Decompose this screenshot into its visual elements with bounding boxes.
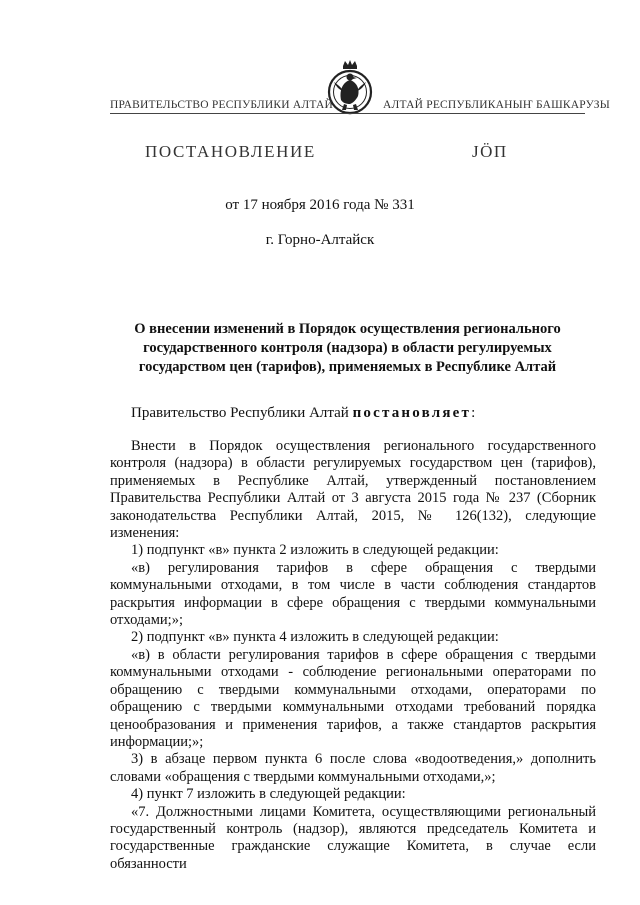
coat-of-arms-icon	[325, 60, 375, 120]
body-paragraph: «в) регулирования тарифов в сфере обращения с твердыми коммунальными отходами, в том числе в части соблюдения стандартов раскрытия информации в сфере обращения с твердыми коммунальными отходами;»;	[110, 559, 596, 629]
document-title	[110, 320, 585, 377]
body-paragraph: 2) подпункт «в» пункта 4 изложить в следующей редакции:	[131, 629, 499, 646]
title-line: государственного контроля (надзора) в области регулируемых	[143, 340, 552, 356]
document-date-number: от 17 ноября 2016 года № 331	[225, 197, 415, 213]
resolution-verb: постановляет	[352, 405, 472, 421]
resolution-colon: :	[471, 405, 476, 421]
document-body	[110, 438, 596, 873]
header-divider	[110, 113, 585, 114]
document-city: г. Горно-Алтайск	[265, 232, 375, 248]
body-paragraph: Внести в Порядок осуществления регионального государственного контроля (надзора) в области регулируемых государством цен (тарифов), применяемых в Республике Алтай, утвержденный постановлением Правительства Республики Алтай от 3 августа 2015 года № 237 (Сборник законодательства Республики Алтай, 2015, № 126(132), следующие изменения:	[110, 438, 596, 542]
body-paragraph: 1) подпункт «в» пункта 2 изложить в следующей редакции:	[131, 542, 499, 559]
title-line: государством цен (тарифов), применяемых в Республике Алтай	[138, 359, 557, 375]
document-type-alt: ЈӦП	[472, 142, 508, 161]
resolution-statement	[131, 405, 475, 422]
body-paragraph: «7. Должностными лицами Комитета, осуществляющими региональный государственный контроль (надзор), являются председатель Комитета и государственные гражданские служащие Комитета, в случае если обязанности	[110, 803, 596, 872]
body-paragraph: «в) в области регулирования тарифов в сфере обращения с твердыми коммунальными отходами - соблюдение региональными операторами по обращению с твердыми коммунальными отходами, операторами по обращению с твердыми коммунальными отходами требований порядка ценообразования и применения тарифов, а также стандартов раскрытия информации;»;	[110, 646, 596, 750]
government-name-ru: ПРАВИТЕЛЬСТВО РЕСПУБЛИКИ АЛТАЙ	[110, 99, 334, 111]
government-name-alt: АЛТАЙ РЕСПУБЛИКАНЫҤ БАШКАРУЗЫ	[383, 99, 610, 111]
resolution-subject: Правительство Республики Алтай	[131, 405, 353, 421]
body-paragraph: 3) в абзаце первом пункта 6 после слова «водоотведения,» дополнить словами «обращения с твердыми коммунальными отходами,»;	[110, 751, 596, 785]
document-type-ru: ПОСТАНОВЛЕНИЕ	[145, 142, 316, 161]
body-paragraph: 4) пункт 7 изложить в следующей редакции:	[131, 786, 406, 803]
title-line: О внесении изменений в Порядок осуществления регионального	[134, 321, 561, 337]
